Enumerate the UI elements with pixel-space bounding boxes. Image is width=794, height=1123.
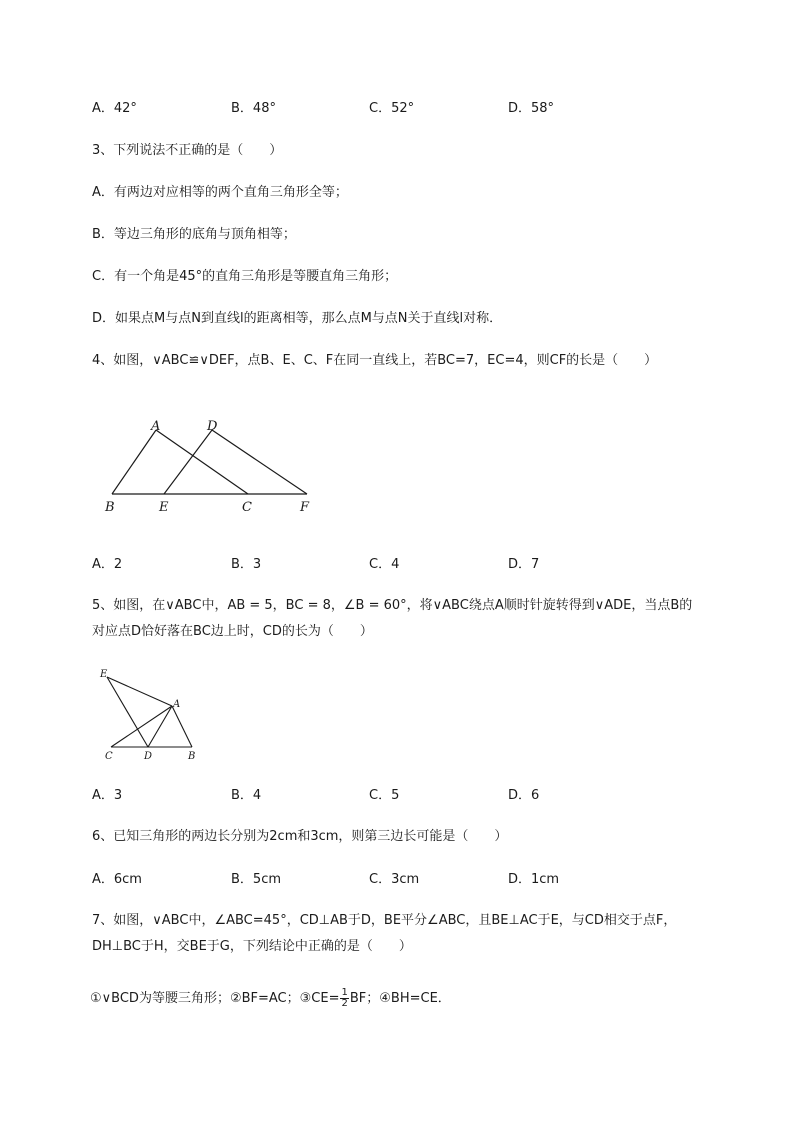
q3-option-c: C．有一个角是45°的直角三角形是等腰直角三角形；	[92, 269, 398, 284]
q5-label-c: C	[105, 751, 113, 762]
q7-conclusions-part2: BF；④BH=CE．	[349, 991, 451, 1006]
q5-label-a: A	[173, 699, 181, 710]
q4-label-a: A	[151, 419, 161, 434]
q3-option-a: A．有两边对应相等的两个直角三角形全等；	[92, 185, 348, 200]
q4-label-d: D	[207, 419, 218, 434]
q2-option-d: D．58°	[508, 101, 555, 116]
q7-stem-line1: 7、如图，∨ABC中，∠ABC=45°，CD⊥AB于D，BE平分∠ABC，且BE⊥AC于E，与CD相交于点F，	[92, 913, 677, 928]
q4-stem: 4、如图，∨ABC≌∨DEF，点B、E、C、F在同一直线上，若BC=7，EC=4，则CF的长是（ ）	[92, 353, 658, 368]
q7-stem-line2: DH⊥BC于H，交BE于G，下列结论中正确的是（ ）	[92, 939, 412, 954]
q5-side-ea	[107, 677, 172, 706]
q7-fraction-denominator: 2	[341, 998, 348, 1009]
q5-stem-line1: 5、如图，在∨ABC中，AB = 5，BC = 8，∠B = 60°，将∨ABC绕点A顺时针旋转得到∨ADE，当点B的	[92, 598, 693, 613]
q4-option-c: C．4	[369, 557, 400, 572]
q2-option-a: A．42°	[92, 101, 137, 116]
q7-fraction-numerator: 1	[341, 987, 348, 998]
q4-option-d: D．7	[508, 557, 540, 572]
q6-option-c: C．3cm	[369, 872, 420, 887]
q4-side-df	[212, 430, 307, 494]
q4-side-ac	[156, 430, 248, 494]
q7-conclusions-part1: ①∨BCD为等腰三角形；②BF=AC；③CE=	[90, 991, 340, 1006]
q4-side-de	[164, 430, 212, 494]
q5-option-a: A．3	[92, 788, 123, 803]
q5-option-d: D．6	[508, 788, 540, 803]
q4-label-f: F	[300, 500, 310, 515]
q6-option-d: D．1cm	[508, 872, 560, 887]
q3-option-b: B．等边三角形的底角与顶角相等；	[92, 227, 296, 242]
q5-label-d: D	[144, 751, 153, 762]
q5-option-c: C．5	[369, 788, 400, 803]
q5-label-e: E	[100, 669, 108, 680]
q6-option-a: A．6cm	[92, 872, 142, 887]
q5-stem-line2: 对应点D恰好落在BC边上时，CD的长为（ ）	[92, 624, 373, 639]
q4-label-c: C	[242, 500, 252, 515]
q4-label-b: B	[105, 500, 115, 515]
q4-triangle-figure	[100, 412, 325, 517]
q4-side-ab	[112, 430, 156, 494]
q5-label-b: B	[188, 751, 196, 762]
q5-side-ab	[172, 706, 192, 747]
q5-side-ca	[111, 706, 172, 747]
q5-option-b: B．4	[231, 788, 262, 803]
q5-rotation-figure	[96, 664, 206, 764]
q7-fraction-half	[340, 988, 348, 1009]
q6-option-b: B．5cm	[231, 872, 282, 887]
q3-option-d: D．如果点M与点N到直线l的距离相等，那么点M与点N关于直线l对称．	[92, 311, 503, 326]
q4-option-b: B．3	[231, 557, 262, 572]
q2-option-c: C．52°	[369, 101, 415, 116]
q2-option-b: B．48°	[231, 101, 276, 116]
q4-label-e: E	[159, 500, 169, 515]
q7-conclusions	[90, 988, 451, 1009]
q5-segment-ad	[148, 706, 172, 747]
q4-option-a: A．2	[92, 557, 123, 572]
q6-stem: 6、已知三角形的两边长分别为2cm和3cm，则第三边长可能是（ ）	[92, 829, 508, 844]
q3-stem: 3、下列说法不正确的是（ ）	[92, 143, 283, 158]
